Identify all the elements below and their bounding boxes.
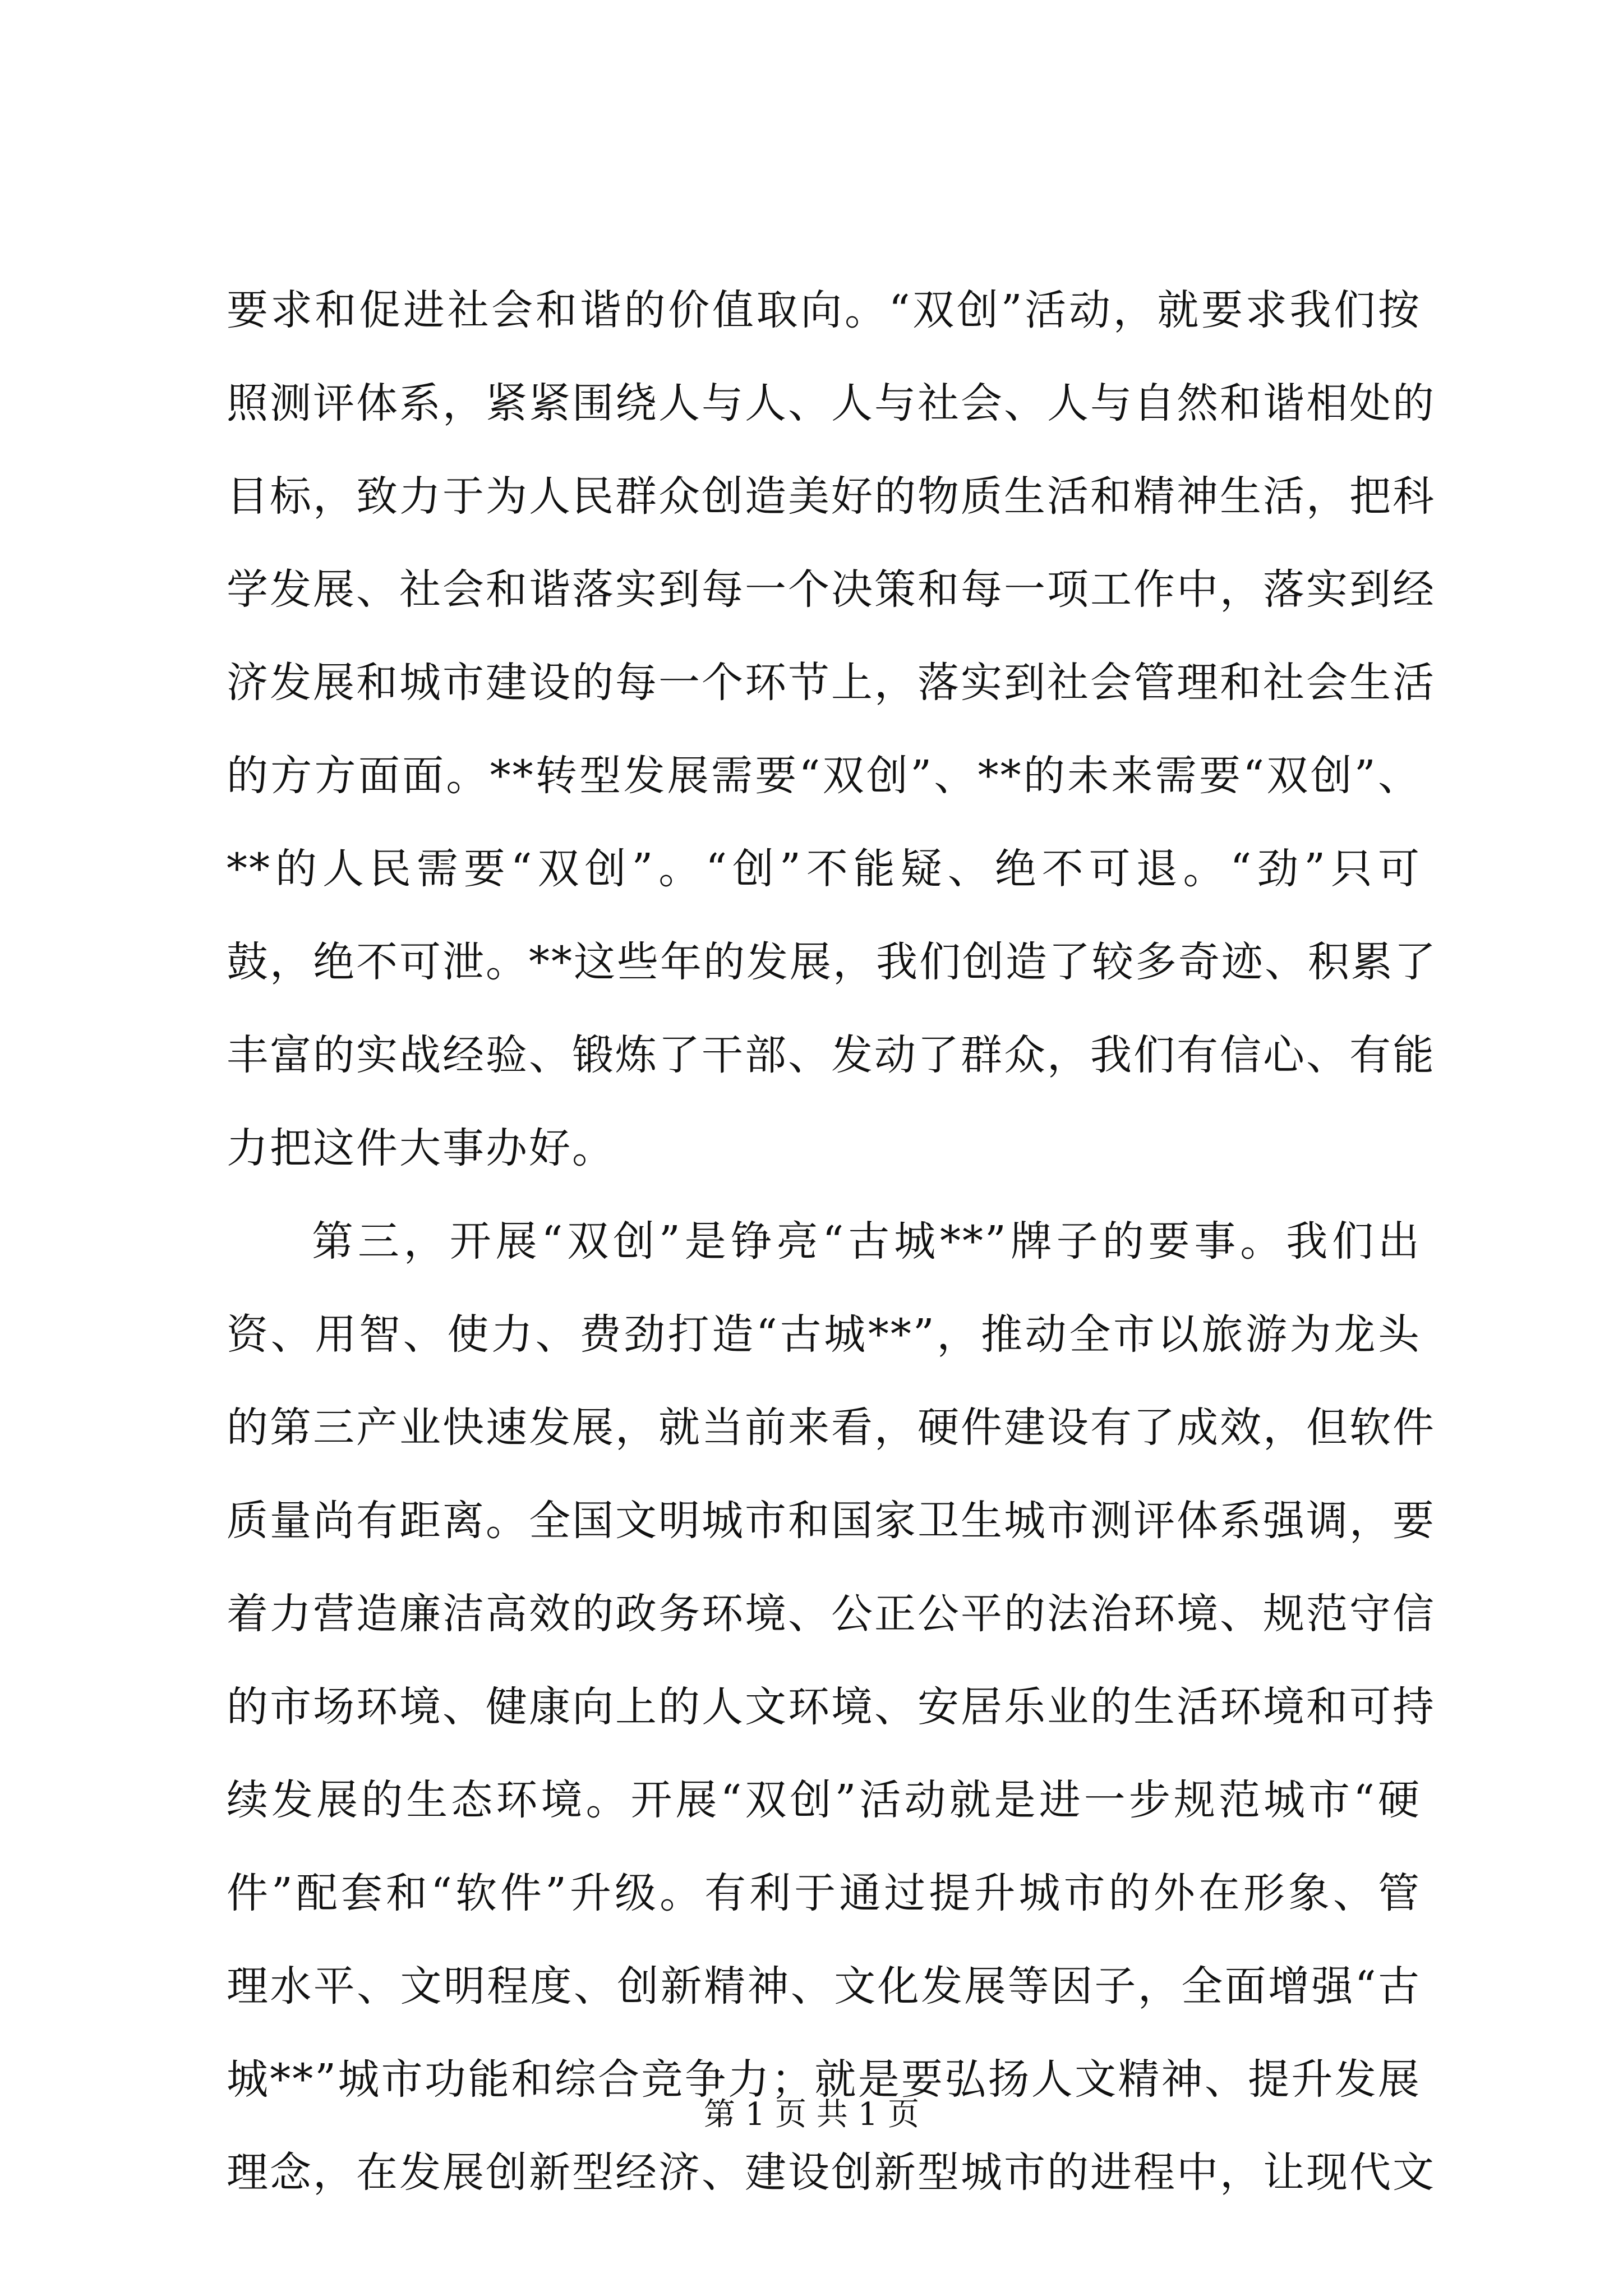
text-line: 鼓，绝不可泄。**这些年的发展，我们创造了较多奇迹、积累了	[227, 938, 1437, 986]
text-line: 的第三产业快速发展，就当前来看，硬件建设有了成效，但软件	[227, 1404, 1436, 1452]
text-line: 济发展和城市建设的每一个环节上，落实到社会管理和社会生活	[227, 659, 1436, 707]
text-line: 质量尚有距离。全国文明城市和国家卫生城市测评体系强调，要	[227, 1497, 1436, 1545]
document-body	[227, 264, 1437, 2219]
text-line: 的市场环境、健康向上的人文环境、安居乐业的生活环境和可持	[227, 1683, 1436, 1731]
text-line: **的人民需要“双创”。“创”不能疑、绝不可退。“劲”只可	[227, 845, 1421, 893]
text-line: 城**”城市功能和综合竞争力；就是要弘扬人文精神、提升发展	[227, 2055, 1421, 2104]
text-line: 丰富的实战经验、锻炼了干部、发动了群众，我们有信心、有能	[227, 1031, 1436, 1079]
text-line: 资、用智、使力、费劲打造“古城**”，推动全市以旅游为龙头	[227, 1310, 1421, 1359]
text-line-paragraph-start: 第三，开展“双创”是铮亮“古城**”牌子的要事。我们出	[312, 1217, 1421, 1266]
text-line: 学发展、社会和谐落实到每一个决策和每一项工作中，落实到经	[227, 565, 1436, 614]
text-line: 目标，致力于为人民群众创造美好的物质生活和精神生活，把科	[227, 472, 1436, 521]
text-line: 照测评体系，紧紧围绕人与人、人与社会、人与自然和谐相处的	[227, 379, 1436, 427]
page-number-footer: 第 1 页 共 1 页	[703, 2096, 920, 2133]
text-line: 续发展的生态环境。开展“双创”活动就是进一步规范城市“硬	[227, 1776, 1421, 1824]
text-line-paragraph-end: 力把这件大事办好。	[227, 1124, 615, 1172]
text-line: 要求和促进社会和谐的价值取向。“双创”活动，就要求我们按	[227, 286, 1421, 334]
text-line: 着力营造廉洁高效的政务环境、公正公平的法治环境、规范守信	[227, 1590, 1436, 1638]
text-line: 件”配套和“软件”升级。有利于通过提升城市的外在形象、管	[227, 1869, 1421, 1917]
text-line: 的方方面面。**转型发展需要“双创”、**的未来需要“双创”、	[227, 752, 1421, 800]
text-line: 理念，在发展创新型经济、建设创新型城市的进程中，让现代文	[227, 2148, 1436, 2197]
text-line: 理水平、文明程度、创新精神、文化发展等因子，全面增强“古	[227, 1962, 1421, 2010]
